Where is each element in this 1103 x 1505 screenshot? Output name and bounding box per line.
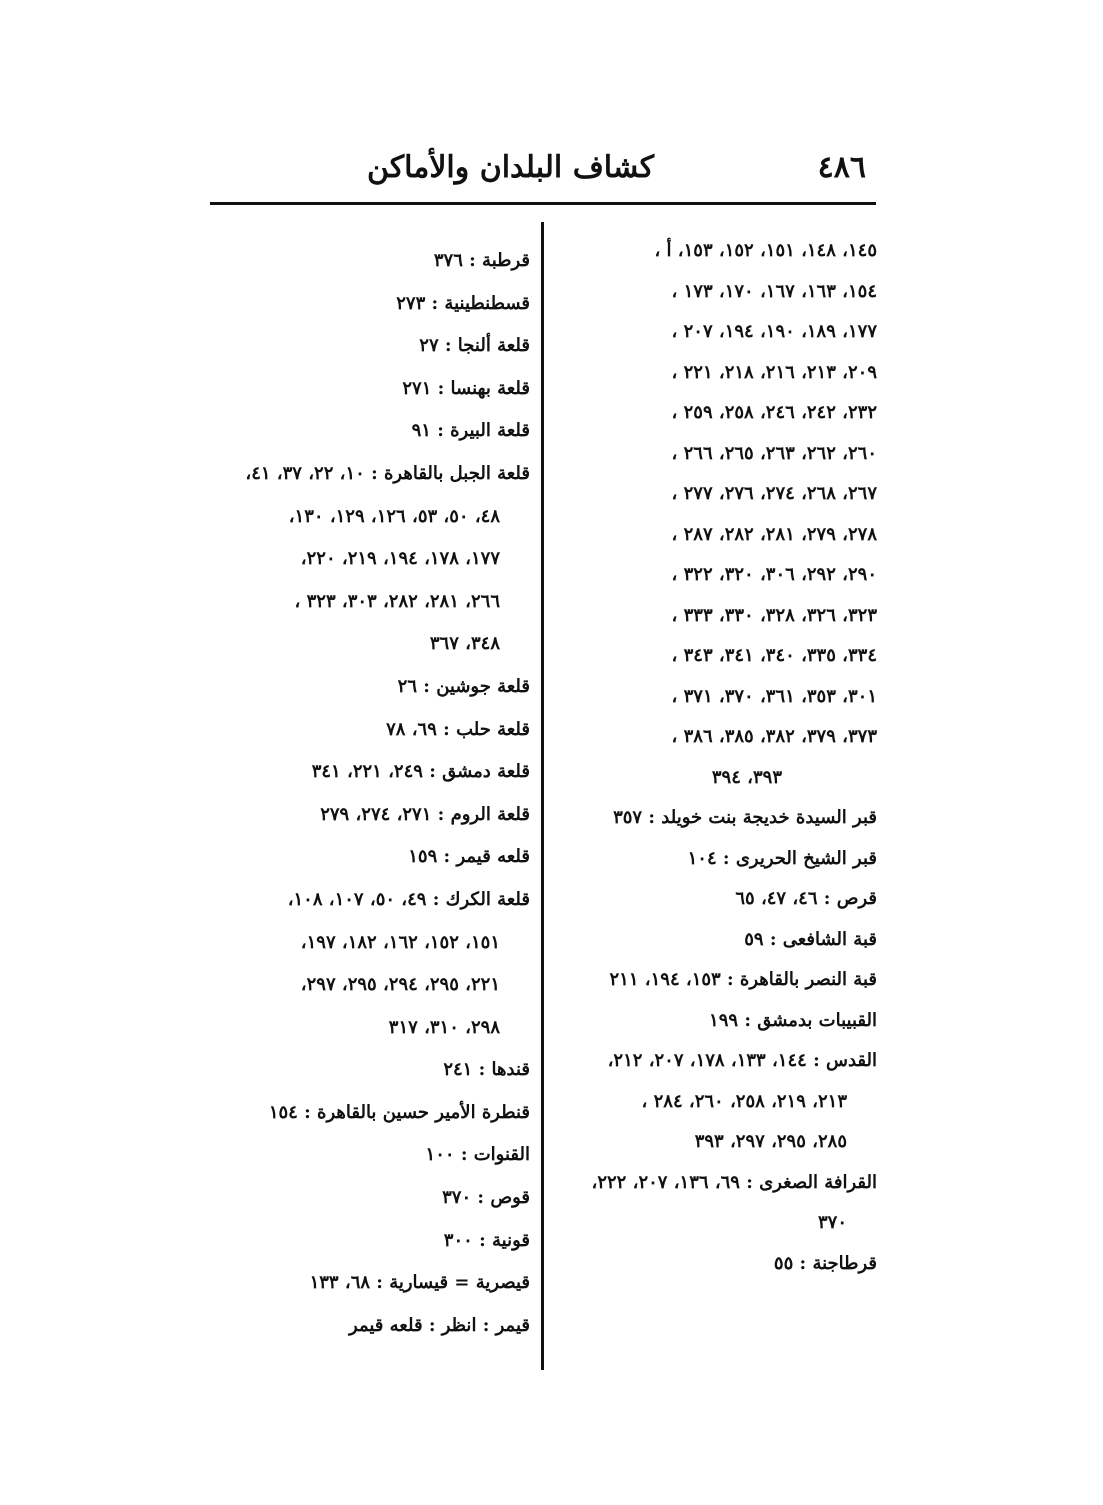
index-entry: قلعة الجبل بالقاهرة : ١٠، ٢٢، ٣٧، ٤١، [245,462,530,484]
index-entry: القرافة الصغرى : ٦٩، ١٣٦، ٢٠٧، ٢٢٢، [591,1171,877,1193]
index-entry: قلعه قيمر : ١٥٩ [408,846,530,868]
index-entry: قندها : ٢٤١ [443,1059,530,1081]
index-line: ٢٣٢، ٢٤٢، ٢٤٦، ٢٥٨، ٢٥٩ ، [671,402,877,423]
index-line: ٢٨٥، ٢٩٥، ٢٩٧، ٣٩٣ [694,1131,847,1152]
index-line: ٢٦٧، ٢٦٨، ٢٧٤، ٢٧٦، ٢٧٧ ، [671,483,877,504]
index-line: ٣٢٣، ٣٢٦، ٣٢٨، ٣٣٠، ٣٣٣ ، [671,604,877,626]
index-line: ١٧٧، ١٨٩، ١٩٠، ١٩٤، ٢٠٧ ، [671,321,877,342]
index-entry: قلعة البيرة : ٩١ [411,420,530,442]
index-line: ٤٨، ٥٠، ٥٣، ١٢٦، ١٢٩، ١٣٠، [288,505,500,527]
index-line: ٣٧٠ [817,1212,847,1233]
index-line: ٣٣٤، ٣٣٥، ٣٤٠، ٣٤١، ٣٤٣ ، [671,645,877,666]
index-line: ٢٩٠، ٢٩٢، ٣٠٦، ٣٢٠، ٣٢٢ ، [671,564,877,585]
index-line: ٢٧٨، ٢٧٩، ٢٨١، ٢٨٢، ٢٨٧ ، [671,523,877,545]
index-line: ٢٠٩، ٢١٣، ٢١٦، ٢١٨، ٢٢١ ، [671,361,877,383]
index-entry: قيصرية = قيسارية : ٦٨، ١٣٣ [309,1272,530,1294]
index-line: ١٥٤، ١٦٣، ١٦٧، ١٧٠، ١٧٣ ، [671,280,877,302]
index-entry: قوص : ٣٧٠ [442,1187,530,1209]
index-entry: قلعة الروم : ٢٧١، ٢٧٤، ٢٧٩ [320,803,530,825]
index-entry: قسطنطينية : ٢٧٣ [396,292,530,314]
index-entry: قنطرة الأمير حسين بالقاهرة : ١٥٤ [268,1101,530,1123]
index-line: ٢٢١، ٢٩٥، ٢٩٤، ٢٩٥، ٢٩٧، [300,974,500,996]
index-entry: قونية : ٣٠٠ [443,1229,530,1251]
index-line: ٢٩٨، ٣١٠، ٣١٧ [388,1016,500,1038]
index-entry: قرطاجنة : ٥٥ [773,1252,877,1274]
page-header [210,140,876,202]
index-line: ٣٧٣، ٣٧٩، ٣٨٢، ٣٨٥، ٣٨٦ ، [671,726,877,747]
index-entry: قلعة ألنجا : ٢٧ [419,335,530,357]
index-entry: القنوات : ١٠٠ [425,1144,530,1166]
index-line: ٢٦٠، ٢٦٢، ٢٦٣، ٢٦٥، ٢٦٦ ، [671,442,877,464]
running-title: كشاف البلدان والأماكن [366,150,654,185]
index-entry: قلعة الكرك : ٤٩، ٥٠، ١٠٧، ١٠٨، [287,888,530,910]
index-column-right [557,231,877,1284]
index-entry: قلعة حلب : ٦٩، ٧٨ [386,718,530,740]
index-entry: القدس : ١٤٤، ١٣٣، ١٧٨، ٢٠٧، ٢١٢، [607,1050,877,1071]
index-line: ٢٦٦، ٢٨١، ٢٨٢، ٣٠٣، ٣٢٣ ، [294,590,500,612]
index-entry: قبة النصر بالقاهرة : ١٥٣، ١٩٤، ٢١١ [609,969,877,990]
index-line: ٣٩٣، ٣٩٤ [711,766,782,788]
index-entry: قلعة جوشين : ٢٦ [397,675,530,697]
index-entry: قرطبة : ٣٧٦ [433,250,530,271]
index-column-left [200,240,530,1347]
index-line: ١٥١، ١٥٢، ١٦٢، ١٨٢، ١٩٧، [300,931,500,953]
index-line: ٢١٣، ٢١٩، ٢٥٨، ٢٦٠، ٢٨٤ ، [641,1090,847,1112]
index-line: ٣٤٨، ٣٦٧ [429,633,500,655]
index-line: ٣٠١، ٣٥٣، ٣٦١، ٣٧٠، ٣٧١ ، [671,685,877,707]
index-line: ١٧٧، ١٧٨، ١٩٤، ٢١٩، ٢٢٠، [300,548,500,570]
header-rule [210,202,876,205]
index-entry: قيمر : انظر : قلعه قيمر [349,1314,530,1336]
index-entry: قبر السيدة خديجة بنت خويلد : ٣٥٧ [613,807,877,828]
column-divider [541,222,544,1370]
index-entry: قبة الشافعى : ٥٩ [744,928,877,950]
page-number: ٤٨٦ [817,150,866,185]
index-line: ١٤٥، ١٤٨، ١٥١، ١٥٢، ١٥٣، أ ، [654,240,877,261]
index-entry: قرص : ٤٦، ٤٧، ٦٥ [735,888,877,909]
index-entry: قبر الشيخ الحريرى : ١٠٤ [687,847,877,869]
index-entry: قلعة بهنسا : ٢٧١ [402,377,530,399]
index-entry: قلعة دمشق : ٢٤٩، ٢٢١، ٣٤١ [311,761,530,783]
index-entry: القبيبات بدمشق : ١٩٩ [709,1009,877,1031]
